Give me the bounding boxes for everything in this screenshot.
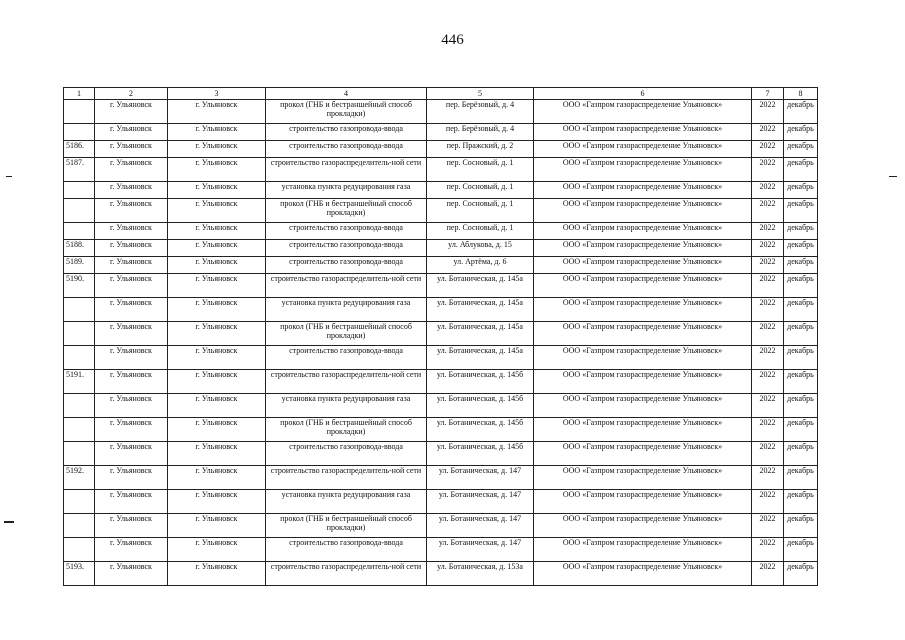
- work-type-cell: строительство газораспределитель-ной сети: [266, 466, 427, 490]
- settlement-cell: г. Ульяновск: [95, 466, 168, 490]
- locality-cell: г. Ульяновск: [168, 240, 266, 257]
- row-number-cell: [64, 514, 95, 538]
- settlement-cell: г. Ульяновск: [95, 322, 168, 346]
- month-cell: декабрь: [784, 257, 818, 274]
- year-cell: 2022: [752, 538, 784, 562]
- organization-cell: ООО «Газпром газораспределение Ульяновск»: [534, 100, 752, 124]
- table-row: [64, 514, 818, 538]
- row-number-cell: [64, 100, 95, 124]
- address-cell: пер. Сосновый, д. 1: [427, 199, 534, 223]
- locality-cell: г. Ульяновск: [168, 199, 266, 223]
- table-row: [64, 562, 818, 586]
- year-cell: 2022: [752, 141, 784, 158]
- row-number-cell: 5186.: [64, 141, 95, 158]
- year-cell: 2022: [752, 514, 784, 538]
- month-cell: декабрь: [784, 514, 818, 538]
- address-cell: ул. Ботаническая, д. 145б: [427, 370, 534, 394]
- organization-cell: ООО «Газпром газораспределение Ульяновск»: [534, 514, 752, 538]
- settlement-cell: г. Ульяновск: [95, 274, 168, 298]
- organization-cell: ООО «Газпром газораспределение Ульяновск»: [534, 240, 752, 257]
- month-cell: декабрь: [784, 442, 818, 466]
- scan-margin-mark: [4, 521, 14, 523]
- month-cell: декабрь: [784, 240, 818, 257]
- work-type-cell: прокол (ГНБ и бестраншейный способ прокладки): [266, 199, 427, 223]
- row-number-cell: [64, 124, 95, 141]
- organization-cell: ООО «Газпром газораспределение Ульяновск»: [534, 158, 752, 182]
- address-cell: ул. Ботаническая, д. 145а: [427, 298, 534, 322]
- table-row: [64, 442, 818, 466]
- settlement-cell: г. Ульяновск: [95, 346, 168, 370]
- row-number-cell: [64, 394, 95, 418]
- address-cell: ул. Ботаническая, д. 145а: [427, 346, 534, 370]
- month-cell: декабрь: [784, 370, 818, 394]
- row-number-cell: [64, 182, 95, 199]
- table-row: [64, 240, 818, 257]
- locality-cell: г. Ульяновск: [168, 274, 266, 298]
- month-cell: декабрь: [784, 124, 818, 141]
- row-number-cell: [64, 322, 95, 346]
- address-cell: пер. Сосновый, д. 1: [427, 182, 534, 199]
- settlement-cell: г. Ульяновск: [95, 514, 168, 538]
- settlement-cell: г. Ульяновск: [95, 538, 168, 562]
- row-number-cell: [64, 223, 95, 240]
- locality-cell: г. Ульяновск: [168, 394, 266, 418]
- address-cell: ул. Ботаническая, д. 153а: [427, 562, 534, 586]
- organization-cell: ООО «Газпром газораспределение Ульяновск»: [534, 466, 752, 490]
- column-header: 5: [427, 88, 534, 100]
- table-row: [64, 370, 818, 394]
- table-row: [64, 490, 818, 514]
- year-cell: 2022: [752, 346, 784, 370]
- year-cell: 2022: [752, 442, 784, 466]
- row-number-cell: 5192.: [64, 466, 95, 490]
- organization-cell: ООО «Газпром газораспределение Ульяновск»: [534, 490, 752, 514]
- row-number-cell: [64, 298, 95, 322]
- work-type-cell: прокол (ГНБ и бестраншейный способ прокладки): [266, 514, 427, 538]
- settlement-cell: г. Ульяновск: [95, 223, 168, 240]
- year-cell: 2022: [752, 418, 784, 442]
- row-number-cell: [64, 538, 95, 562]
- table-row: [64, 124, 818, 141]
- settlement-cell: г. Ульяновск: [95, 257, 168, 274]
- month-cell: декабрь: [784, 538, 818, 562]
- month-cell: декабрь: [784, 298, 818, 322]
- row-number-cell: 5189.: [64, 257, 95, 274]
- organization-cell: ООО «Газпром газораспределение Ульяновск»: [534, 562, 752, 586]
- month-cell: декабрь: [784, 418, 818, 442]
- work-type-cell: строительство газопровода-ввода: [266, 442, 427, 466]
- organization-cell: ООО «Газпром газораспределение Ульяновск»: [534, 141, 752, 158]
- year-cell: 2022: [752, 199, 784, 223]
- table-row: [64, 394, 818, 418]
- table-row: [64, 100, 818, 124]
- settlement-cell: г. Ульяновск: [95, 124, 168, 141]
- address-cell: ул. Ботаническая, д. 145а: [427, 322, 534, 346]
- work-type-cell: строительство газораспределитель-ной сети: [266, 370, 427, 394]
- locality-cell: г. Ульяновск: [168, 538, 266, 562]
- month-cell: декабрь: [784, 466, 818, 490]
- month-cell: декабрь: [784, 100, 818, 124]
- address-cell: ул. Ботаническая, д. 147: [427, 514, 534, 538]
- row-number-cell: [64, 490, 95, 514]
- month-cell: декабрь: [784, 346, 818, 370]
- organization-cell: ООО «Газпром газораспределение Ульяновск»: [534, 322, 752, 346]
- month-cell: декабрь: [784, 223, 818, 240]
- table-row: [64, 298, 818, 322]
- year-cell: 2022: [752, 182, 784, 199]
- column-header: 1: [64, 88, 95, 100]
- organization-cell: ООО «Газпром газораспределение Ульяновск»: [534, 298, 752, 322]
- table-row: [64, 538, 818, 562]
- month-cell: декабрь: [784, 274, 818, 298]
- settlement-cell: г. Ульяновск: [95, 370, 168, 394]
- organization-cell: ООО «Газпром газораспределение Ульяновск»: [534, 257, 752, 274]
- locality-cell: г. Ульяновск: [168, 298, 266, 322]
- month-cell: декабрь: [784, 562, 818, 586]
- settlement-cell: г. Ульяновск: [95, 442, 168, 466]
- work-type-cell: строительство газопровода-ввода: [266, 538, 427, 562]
- locality-cell: г. Ульяновск: [168, 418, 266, 442]
- table-row: [64, 418, 818, 442]
- locality-cell: г. Ульяновск: [168, 257, 266, 274]
- locality-cell: г. Ульяновск: [168, 466, 266, 490]
- organization-cell: ООО «Газпром газораспределение Ульяновск»: [534, 274, 752, 298]
- work-type-cell: прокол (ГНБ и бестраншейный способ прокладки): [266, 100, 427, 124]
- year-cell: 2022: [752, 322, 784, 346]
- column-header: 6: [534, 88, 752, 100]
- column-header: 8: [784, 88, 818, 100]
- year-cell: 2022: [752, 490, 784, 514]
- settlement-cell: г. Ульяновск: [95, 141, 168, 158]
- month-cell: декабрь: [784, 322, 818, 346]
- address-cell: ул. Ботаническая, д. 145а: [427, 274, 534, 298]
- row-number-cell: 5187.: [64, 158, 95, 182]
- address-cell: ул. Ботаническая, д. 147: [427, 538, 534, 562]
- row-number-cell: 5190.: [64, 274, 95, 298]
- settlement-cell: г. Ульяновск: [95, 158, 168, 182]
- work-type-cell: строительство газораспределитель-ной сети: [266, 158, 427, 182]
- work-type-cell: установка пункта редуцирования газа: [266, 298, 427, 322]
- table-row: [64, 223, 818, 240]
- address-cell: пер. Сосновый, д. 1: [427, 223, 534, 240]
- locality-cell: г. Ульяновск: [168, 514, 266, 538]
- settlement-cell: г. Ульяновск: [95, 418, 168, 442]
- year-cell: 2022: [752, 562, 784, 586]
- settlement-cell: г. Ульяновск: [95, 562, 168, 586]
- row-number-cell: 5191.: [64, 370, 95, 394]
- row-number-cell: 5193.: [64, 562, 95, 586]
- month-cell: декабрь: [784, 199, 818, 223]
- locality-cell: г. Ульяновск: [168, 100, 266, 124]
- table-row: [64, 141, 818, 158]
- locality-cell: г. Ульяновск: [168, 562, 266, 586]
- address-cell: ул. Ботаническая, д. 145б: [427, 442, 534, 466]
- settlement-cell: г. Ульяновск: [95, 490, 168, 514]
- organization-cell: ООО «Газпром газораспределение Ульяновск»: [534, 418, 752, 442]
- row-number-cell: 5188.: [64, 240, 95, 257]
- work-type-cell: строительство газопровода-ввода: [266, 240, 427, 257]
- table-row: [64, 322, 818, 346]
- address-cell: ул. Аблукова, д. 15: [427, 240, 534, 257]
- column-header: 7: [752, 88, 784, 100]
- column-header: 4: [266, 88, 427, 100]
- table-row: [64, 182, 818, 199]
- row-number-cell: [64, 346, 95, 370]
- address-cell: ул. Артёма, д. 6: [427, 257, 534, 274]
- settlement-cell: г. Ульяновск: [95, 298, 168, 322]
- work-type-cell: установка пункта редуцирования газа: [266, 182, 427, 199]
- table-row: [64, 158, 818, 182]
- locality-cell: г. Ульяновск: [168, 141, 266, 158]
- table-row: [64, 199, 818, 223]
- locality-cell: г. Ульяновск: [168, 490, 266, 514]
- work-type-cell: строительство газопровода-ввода: [266, 124, 427, 141]
- locality-cell: г. Ульяновск: [168, 158, 266, 182]
- address-cell: ул. Ботаническая, д. 145б: [427, 418, 534, 442]
- settlement-cell: г. Ульяновск: [95, 100, 168, 124]
- year-cell: 2022: [752, 124, 784, 141]
- organization-cell: ООО «Газпром газораспределение Ульяновск»: [534, 394, 752, 418]
- work-type-cell: строительство газораспределитель-ной сети: [266, 562, 427, 586]
- address-cell: пер. Пражский, д. 2: [427, 141, 534, 158]
- locality-cell: г. Ульяновск: [168, 182, 266, 199]
- locality-cell: г. Ульяновск: [168, 322, 266, 346]
- settlement-cell: г. Ульяновск: [95, 199, 168, 223]
- organization-cell: ООО «Газпром газораспределение Ульяновск»: [534, 182, 752, 199]
- organization-cell: ООО «Газпром газораспределение Ульяновск»: [534, 199, 752, 223]
- organization-cell: ООО «Газпром газораспределение Ульяновск»: [534, 124, 752, 141]
- work-type-cell: установка пункта редуцирования газа: [266, 490, 427, 514]
- year-cell: 2022: [752, 223, 784, 240]
- organization-cell: ООО «Газпром газораспределение Ульяновск»: [534, 346, 752, 370]
- organization-cell: ООО «Газпром газораспределение Ульяновск»: [534, 223, 752, 240]
- address-cell: ул. Ботаническая, д. 147: [427, 490, 534, 514]
- month-cell: декабрь: [784, 394, 818, 418]
- year-cell: 2022: [752, 370, 784, 394]
- page-number: 446: [441, 32, 464, 48]
- settlement-cell: г. Ульяновск: [95, 182, 168, 199]
- table-row: [64, 274, 818, 298]
- scan-margin-mark: [889, 176, 897, 177]
- address-cell: пер. Сосновый, д. 1: [427, 158, 534, 182]
- scan-margin-mark: [6, 176, 12, 177]
- month-cell: декабрь: [784, 141, 818, 158]
- work-type-cell: прокол (ГНБ и бестраншейный способ прокладки): [266, 322, 427, 346]
- table-row: [64, 257, 818, 274]
- work-type-cell: прокол (ГНБ и бестраншейный способ прокладки): [266, 418, 427, 442]
- row-number-cell: [64, 199, 95, 223]
- organization-cell: ООО «Газпром газораспределение Ульяновск»: [534, 442, 752, 466]
- header-row: [64, 88, 818, 100]
- table-row: [64, 346, 818, 370]
- year-cell: 2022: [752, 240, 784, 257]
- address-cell: ул. Ботаническая, д. 145б: [427, 394, 534, 418]
- settlement-cell: г. Ульяновск: [95, 240, 168, 257]
- work-type-cell: установка пункта редуцирования газа: [266, 394, 427, 418]
- year-cell: 2022: [752, 274, 784, 298]
- locality-cell: г. Ульяновск: [168, 442, 266, 466]
- month-cell: декабрь: [784, 158, 818, 182]
- organization-cell: ООО «Газпром газораспределение Ульяновск»: [534, 538, 752, 562]
- locality-cell: г. Ульяновск: [168, 124, 266, 141]
- table-body: [64, 88, 818, 586]
- month-cell: декабрь: [784, 182, 818, 199]
- table-row: [64, 466, 818, 490]
- work-type-cell: строительство газопровода-ввода: [266, 141, 427, 158]
- year-cell: 2022: [752, 298, 784, 322]
- address-cell: пер. Берёзовый, д. 4: [427, 100, 534, 124]
- locality-cell: г. Ульяновск: [168, 370, 266, 394]
- locality-cell: г. Ульяновск: [168, 346, 266, 370]
- year-cell: 2022: [752, 257, 784, 274]
- work-type-cell: строительство газопровода-ввода: [266, 346, 427, 370]
- work-type-cell: строительство газораспределитель-ной сети: [266, 274, 427, 298]
- row-number-cell: [64, 442, 95, 466]
- work-type-cell: строительство газопровода-ввода: [266, 257, 427, 274]
- organization-cell: ООО «Газпром газораспределение Ульяновск»: [534, 370, 752, 394]
- settlement-cell: г. Ульяновск: [95, 394, 168, 418]
- locality-cell: г. Ульяновск: [168, 223, 266, 240]
- year-cell: 2022: [752, 100, 784, 124]
- column-header: 2: [95, 88, 168, 100]
- work-type-cell: строительство газопровода-ввода: [266, 223, 427, 240]
- year-cell: 2022: [752, 394, 784, 418]
- month-cell: декабрь: [784, 490, 818, 514]
- column-header: 3: [168, 88, 266, 100]
- data-table: [63, 87, 818, 586]
- year-cell: 2022: [752, 466, 784, 490]
- year-cell: 2022: [752, 158, 784, 182]
- address-cell: ул. Ботаническая, д. 147: [427, 466, 534, 490]
- row-number-cell: [64, 418, 95, 442]
- address-cell: пер. Берёзовый, д. 4: [427, 124, 534, 141]
